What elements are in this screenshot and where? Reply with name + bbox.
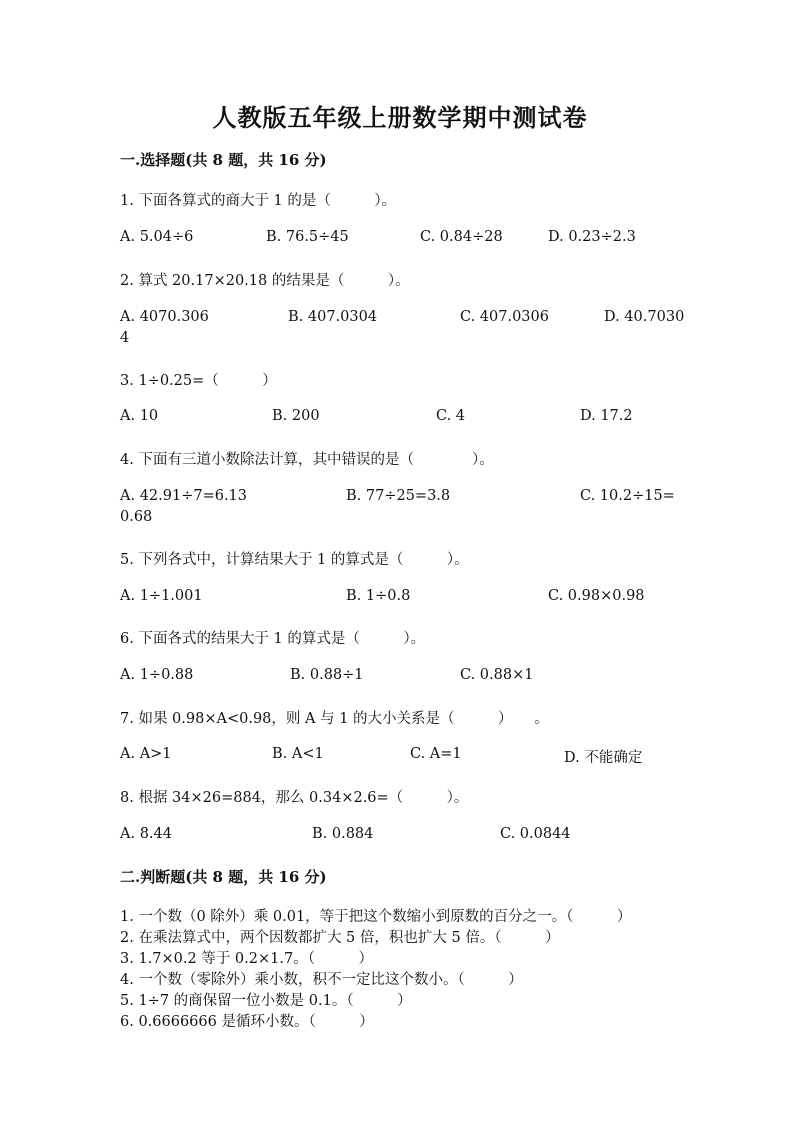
page-title: 人教版五年级上册数学期中测试卷 bbox=[212, 103, 588, 132]
question-text: 7. 如果 0.98×A<0.98，则 A 与 1 的大小关系是（ ） 。 bbox=[120, 711, 549, 727]
option: A. 42.91÷7=6.13 bbox=[120, 488, 248, 504]
option: C. 4 bbox=[436, 408, 466, 424]
option: B. 0.88÷1 bbox=[290, 667, 364, 683]
question-text: 5. 下列各式中，计算结果大于 1 的算式是（ ）。 bbox=[120, 552, 469, 568]
option-wrap-text: 0.68 bbox=[120, 509, 153, 525]
option: C. A=1 bbox=[410, 746, 462, 762]
option: D. 40.7030 bbox=[604, 309, 685, 325]
option: B. A<1 bbox=[272, 746, 324, 762]
question-options bbox=[120, 229, 690, 251]
question-text: 4. 下面有三道小数除法计算，其中错误的是（ ）。 bbox=[120, 452, 494, 468]
section-heading-choice: 一.选择题(共 8 题，共 16 分) bbox=[120, 151, 327, 169]
option: D. 不能确定 bbox=[564, 750, 643, 766]
question-text: 3. 1÷0.25=（ ） bbox=[120, 373, 277, 389]
option: A. A>1 bbox=[120, 746, 172, 762]
option: A. 1÷0.88 bbox=[120, 667, 194, 683]
option-wrap-text: 4 bbox=[120, 330, 130, 346]
question-options bbox=[120, 309, 690, 331]
option: C. 0.88×1 bbox=[460, 667, 534, 683]
judgement-item: 3. 1.7×0.2 等于 0.2×1.7。（ ） bbox=[120, 951, 373, 967]
option: A. 1÷1.001 bbox=[120, 588, 203, 604]
option: C. 0.0844 bbox=[500, 826, 571, 842]
question-text: 1. 下面各算式的商大于 1 的是（ ）。 bbox=[120, 193, 397, 209]
option: B. 407.0304 bbox=[288, 309, 378, 325]
section-heading-judgement: 二.判断题(共 8 题，共 16 分) bbox=[120, 868, 327, 886]
option: A. 8.44 bbox=[120, 826, 172, 842]
option: B. 0.884 bbox=[312, 826, 374, 842]
option: C. 0.84÷28 bbox=[420, 229, 503, 245]
option: C. 10.2÷15= bbox=[580, 488, 675, 504]
option: D. 0.23÷2.3 bbox=[548, 229, 636, 245]
option: C. 0.98×0.98 bbox=[548, 588, 645, 604]
question-options bbox=[120, 746, 690, 768]
judgement-item: 6. 0.6666666 是循环小数。（ ） bbox=[120, 1014, 374, 1030]
question-options bbox=[120, 488, 690, 510]
option: C. 407.0306 bbox=[460, 309, 549, 325]
question-options bbox=[120, 588, 690, 610]
option: A. 4070.306 bbox=[120, 309, 209, 325]
judgement-item: 2. 在乘法算式中，两个因数都扩大 5 倍，积也扩大 5 倍。（ ） bbox=[120, 930, 560, 946]
judgement-item: 4. 一个数（零除外）乘小数，积不一定比这个数小。（ ） bbox=[120, 972, 523, 988]
option: B. 76.5÷45 bbox=[266, 229, 349, 245]
question-options bbox=[120, 826, 690, 848]
question-options bbox=[120, 408, 690, 430]
question-text: 2. 算式 20.17×20.18 的结果是（ ）。 bbox=[120, 273, 410, 289]
question-text: 8. 根据 34×26=884，那么 0.34×2.6=（ ）。 bbox=[120, 790, 469, 806]
judgement-item: 5. 1÷7 的商保留一位小数是 0.1。（ ） bbox=[120, 993, 412, 1009]
option: A. 10 bbox=[120, 408, 159, 424]
option: B. 200 bbox=[272, 408, 320, 424]
question-options bbox=[120, 667, 690, 689]
question-text: 6. 下面各式的结果大于 1 的算式是（ ）。 bbox=[120, 631, 426, 647]
option: A. 5.04÷6 bbox=[120, 229, 194, 245]
judgement-item: 1. 一个数（0 除外）乘 0.01，等于把这个数缩小到原数的百分之一。（ ） bbox=[120, 909, 632, 925]
option: D. 17.2 bbox=[580, 408, 633, 424]
option: B. 1÷0.8 bbox=[346, 588, 411, 604]
option: B. 77÷25=3.8 bbox=[346, 488, 451, 504]
